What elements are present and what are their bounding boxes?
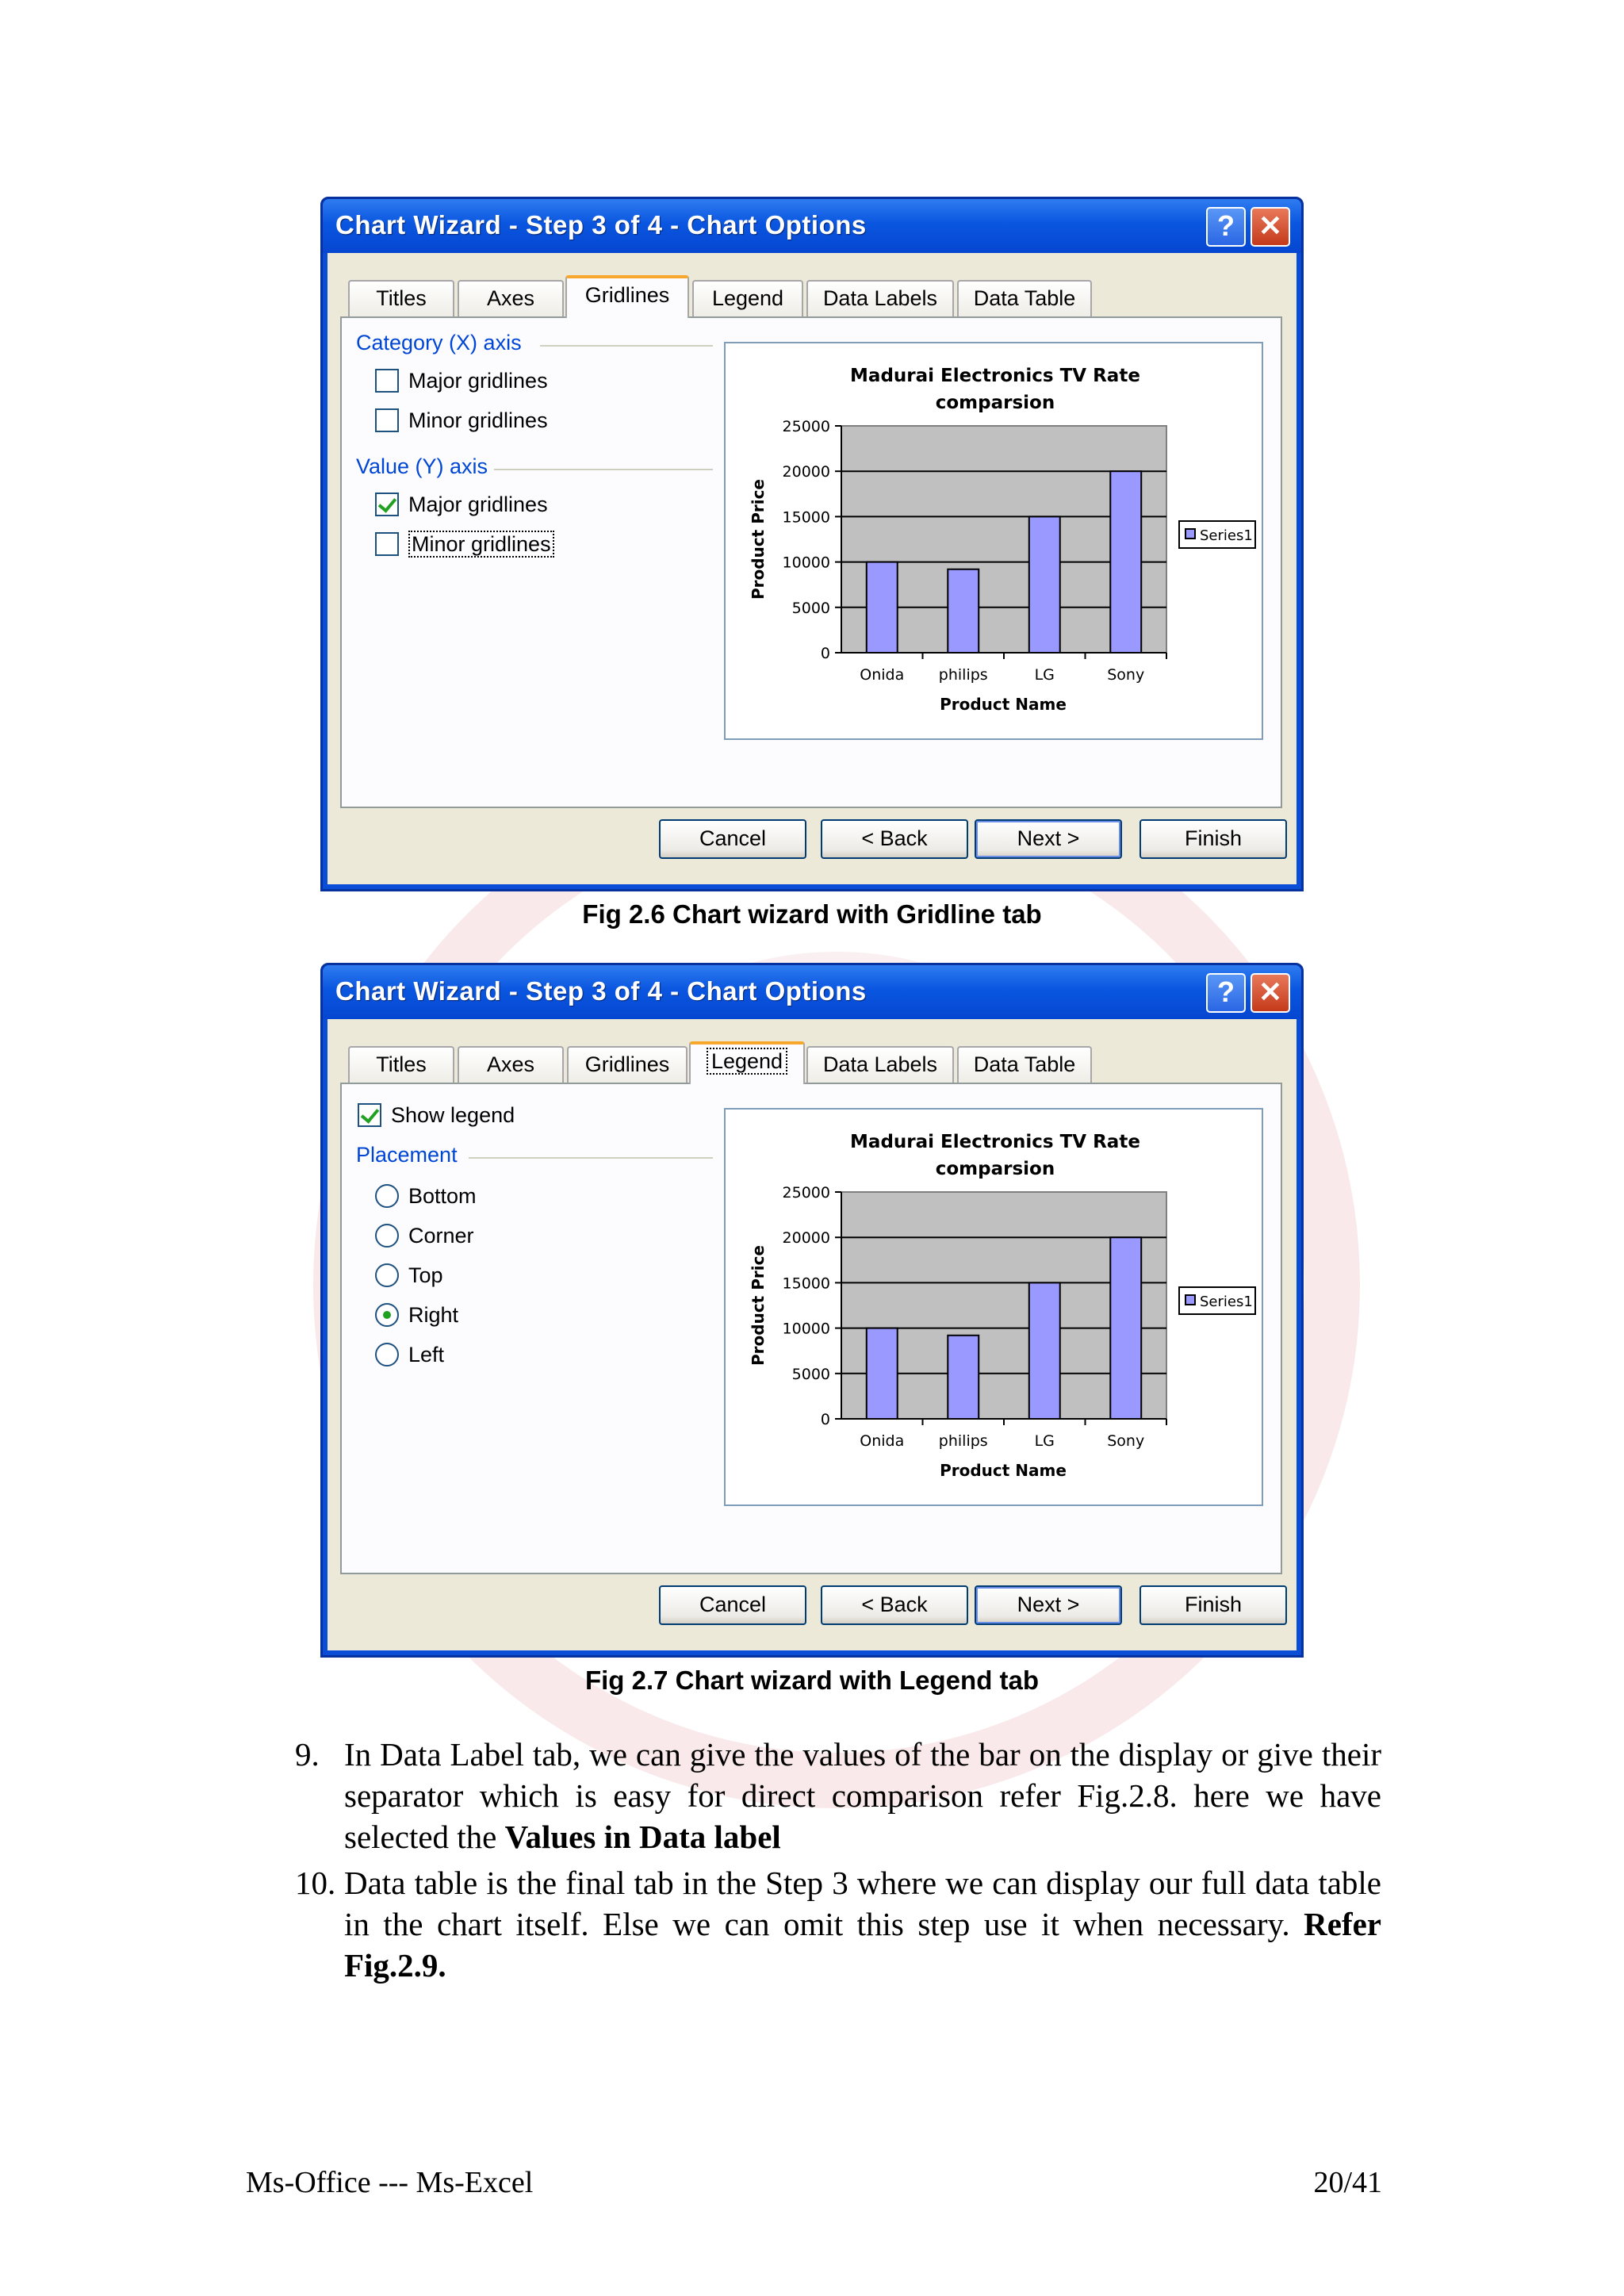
- x-axis-title: Product Name: [940, 695, 1067, 714]
- y-tick-label: 0: [820, 1411, 830, 1428]
- label-value-major-gridlines: Major gridlines: [408, 493, 548, 516]
- radio-corner[interactable]: [375, 1224, 399, 1248]
- radio-top[interactable]: [375, 1263, 399, 1287]
- legend-swatch: [1185, 1295, 1195, 1305]
- x-axis-title: Product Name: [940, 1461, 1067, 1480]
- chart-svg: [726, 343, 1262, 738]
- figure-caption: Fig 2.7 Chart wizard with Legend tab: [584, 1665, 1040, 1695]
- bar: [948, 569, 979, 653]
- label-value-minor-gridlines: Minor gridlines: [408, 532, 554, 557]
- y-axis-title: Product Price: [749, 479, 768, 600]
- chart-preview: [724, 1108, 1263, 1506]
- tab-gridlines[interactable]: Gridlines: [565, 275, 689, 318]
- legend-label: Series1: [1200, 1294, 1253, 1310]
- help-button[interactable]: ?: [1206, 973, 1246, 1013]
- group-divider: [469, 1157, 713, 1159]
- close-button[interactable]: ✕: [1251, 973, 1290, 1013]
- radio-right[interactable]: [375, 1303, 399, 1327]
- tab-legend[interactable]: Legend: [689, 1041, 805, 1084]
- bar: [948, 1336, 979, 1419]
- y-tick-label: 5000: [791, 599, 830, 617]
- close-button[interactable]: ✕: [1251, 207, 1290, 247]
- tab-panel: [340, 1083, 1282, 1574]
- tab-data-table[interactable]: Data Table: [957, 280, 1092, 316]
- y-tick-label: 15000: [782, 1274, 830, 1293]
- tab-data-labels[interactable]: Data Labels: [806, 1046, 954, 1083]
- step-number: 10.: [295, 1865, 336, 1901]
- y-tick-label: 20000: [782, 1229, 830, 1248]
- next-button[interactable]: Next >: [975, 819, 1122, 859]
- group-divider: [494, 469, 713, 470]
- chart-wizard-dialog-gridlines: [320, 197, 1304, 891]
- label-left: Left: [408, 1343, 445, 1366]
- finish-button[interactable]: Finish: [1139, 1585, 1287, 1625]
- step-10: [295, 1862, 1381, 1989]
- label-category-minor-gridlines: Minor gridlines: [408, 408, 548, 432]
- group-divider: [540, 345, 713, 347]
- window-title: Chart Wizard - Step 3 of 4 - Chart Options: [335, 210, 867, 240]
- label-corner: Corner: [408, 1224, 474, 1248]
- footer-left: Ms-Office --- Ms-Excel: [246, 2166, 534, 2199]
- x-tick-label: LG: [1034, 666, 1055, 684]
- group-label-placement: Placement: [356, 1143, 458, 1167]
- bar: [867, 1328, 898, 1419]
- radio-left[interactable]: [375, 1343, 399, 1366]
- x-tick-label: philips: [938, 1432, 988, 1450]
- legend-swatch: [1185, 529, 1195, 539]
- y-tick-label: 0: [820, 645, 830, 662]
- bar: [1029, 516, 1060, 653]
- label-right: Right: [408, 1303, 459, 1327]
- window-title: Chart Wizard - Step 3 of 4 - Chart Options: [335, 976, 867, 1006]
- tab-data-labels[interactable]: Data Labels: [806, 280, 954, 316]
- y-tick-label: 5000: [791, 1365, 830, 1383]
- figure-caption: Fig 2.6 Chart wizard with Gridline tab: [582, 899, 1042, 929]
- tab-titles[interactable]: Titles: [348, 1046, 454, 1083]
- label-category-major-gridlines: Major gridlines: [408, 369, 548, 393]
- step-bold-text: Values in Data label: [504, 1819, 781, 1855]
- checkbox-value-major-gridlines[interactable]: [375, 493, 399, 516]
- group-label-value-axis: Value (Y) axis: [356, 454, 488, 478]
- chart-title: comparsion: [935, 1159, 1055, 1179]
- next-button[interactable]: Next >: [975, 1585, 1122, 1625]
- x-tick-label: LG: [1034, 1432, 1055, 1450]
- tab-data-table[interactable]: Data Table: [957, 1046, 1092, 1083]
- y-axis-title: Product Price: [749, 1245, 768, 1366]
- step-9: [295, 1734, 1381, 1861]
- checkbox-show-legend[interactable]: [358, 1103, 381, 1127]
- tab-axes[interactable]: Axes: [458, 1046, 564, 1083]
- step-text: Data table is the final tab in the Step 3 where we can display our full data table in the chart itself. Else we can omit this step use it when necessary.: [344, 1865, 1381, 1942]
- y-tick-label: 10000: [782, 554, 830, 572]
- finish-button[interactable]: Finish: [1139, 819, 1287, 859]
- label-show-legend: Show legend: [391, 1103, 515, 1127]
- bar: [1110, 471, 1141, 653]
- x-tick-label: Sony: [1107, 1432, 1145, 1450]
- group-label-category-axis: Category (X) axis: [356, 331, 522, 355]
- cancel-button[interactable]: Cancel: [659, 1585, 806, 1625]
- chart-wizard-dialog-legend: [320, 963, 1304, 1658]
- label-top: Top: [408, 1263, 443, 1287]
- chart-preview: [724, 342, 1263, 740]
- legend-label: Series1: [1200, 527, 1253, 544]
- y-tick-label: 25000: [782, 1184, 830, 1202]
- footer-page-number: 20/41: [1313, 2166, 1382, 2199]
- tab-axes[interactable]: Axes: [458, 280, 564, 316]
- tab-titles[interactable]: Titles: [348, 280, 454, 316]
- step-text: In Data Label tab, we can give the values of the bar on the display or give their separator which is easy for direct comparison refer Fig.2.8. here we have selected the: [344, 1736, 1381, 1855]
- y-tick-label: 10000: [782, 1320, 830, 1338]
- chart-svg: [726, 1110, 1262, 1504]
- bar: [1110, 1237, 1141, 1419]
- bar: [1029, 1282, 1060, 1419]
- y-tick-label: 25000: [782, 418, 830, 435]
- tab-panel: [340, 316, 1282, 808]
- checkbox-category-minor-gridlines[interactable]: [375, 408, 399, 432]
- title-bar[interactable]: [323, 199, 1301, 253]
- step-bold-text: Refer Fig.2.9.: [344, 1906, 1381, 1984]
- y-tick-label: 20000: [782, 463, 830, 481]
- checkbox-category-major-gridlines[interactable]: [375, 369, 399, 393]
- chart-title: comparsion: [935, 393, 1055, 413]
- tab-gridlines[interactable]: Gridlines: [567, 1046, 688, 1083]
- y-tick-label: 15000: [782, 508, 830, 527]
- checkbox-value-minor-gridlines[interactable]: [375, 532, 399, 556]
- step-number: 9.: [295, 1736, 320, 1773]
- label-bottom: Bottom: [408, 1184, 477, 1208]
- back-button[interactable]: < Back: [821, 1585, 968, 1625]
- cancel-button[interactable]: Cancel: [659, 819, 806, 859]
- chart-title: Madurai Electronics TV Rate: [850, 366, 1140, 386]
- x-tick-label: Onida: [860, 1432, 905, 1450]
- back-button[interactable]: < Back: [821, 819, 968, 859]
- x-tick-label: Sony: [1107, 666, 1145, 684]
- tab-legend[interactable]: Legend: [692, 280, 803, 316]
- bar: [867, 562, 898, 653]
- x-tick-label: Onida: [860, 666, 905, 684]
- radio-bottom[interactable]: [375, 1184, 399, 1208]
- title-bar[interactable]: [323, 965, 1301, 1019]
- chart-title: Madurai Electronics TV Rate: [850, 1132, 1140, 1152]
- x-tick-label: philips: [938, 666, 988, 684]
- help-button[interactable]: ?: [1206, 207, 1246, 247]
